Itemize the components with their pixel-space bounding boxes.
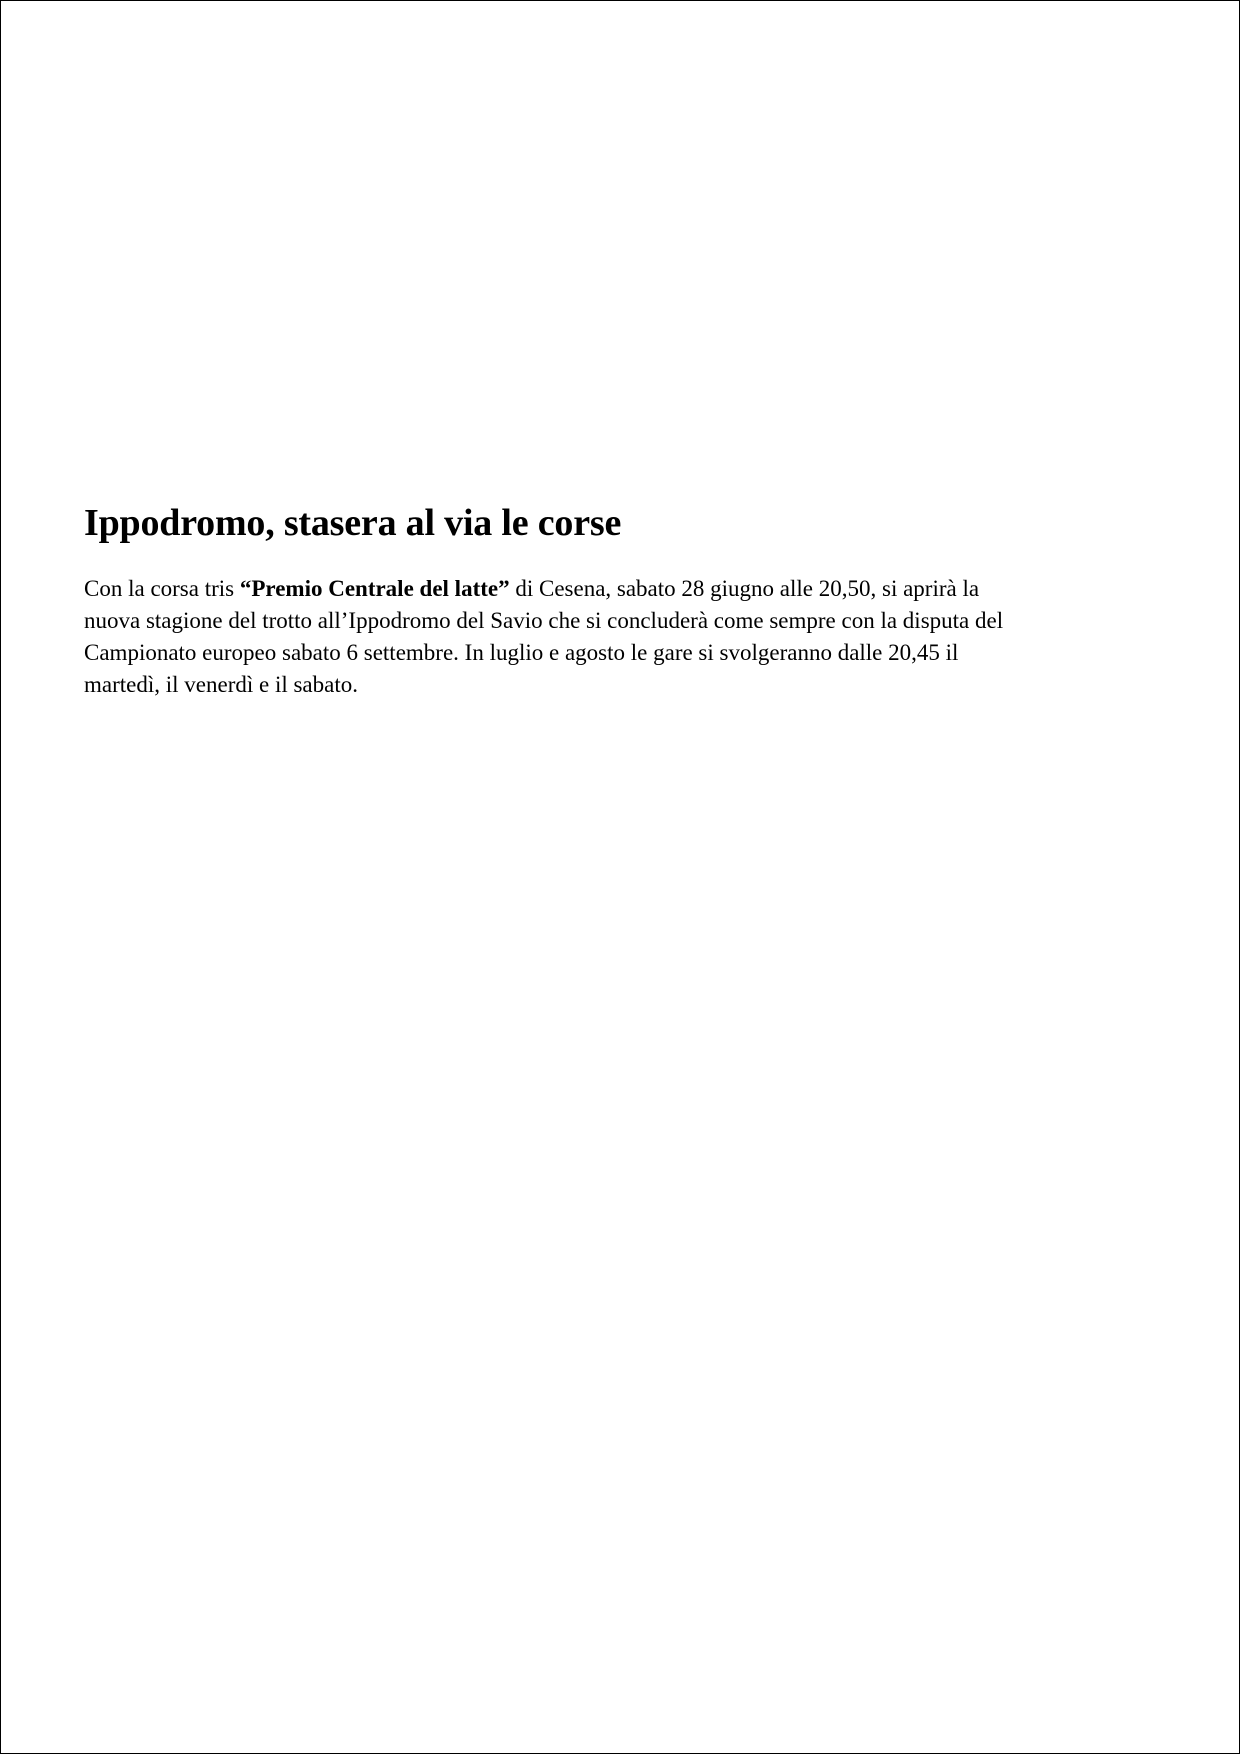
body-intro: Con la corsa tris — [84, 576, 240, 601]
article-body — [84, 573, 1164, 701]
body-line4: martedì, il venerdì e il sabato. — [84, 672, 358, 697]
body-line3: Campionato europeo sabato 6 settembre. In luglio e agosto le gare si svolgeranno dalle 20,45 il — [84, 640, 959, 665]
event-name: “Premio Centrale del latte” — [239, 576, 510, 601]
body-line2: nuova stagione del trotto all’Ippodromo del Savio che si concluderà come sempre con la disputa del — [84, 608, 1004, 633]
article — [84, 497, 1164, 701]
body-line1-rest: di Cesena, sabato 28 giugno alle 20,50, si aprirà la — [509, 576, 980, 601]
article-headline: Ippodromo, stasera al via le corse — [84, 502, 622, 544]
